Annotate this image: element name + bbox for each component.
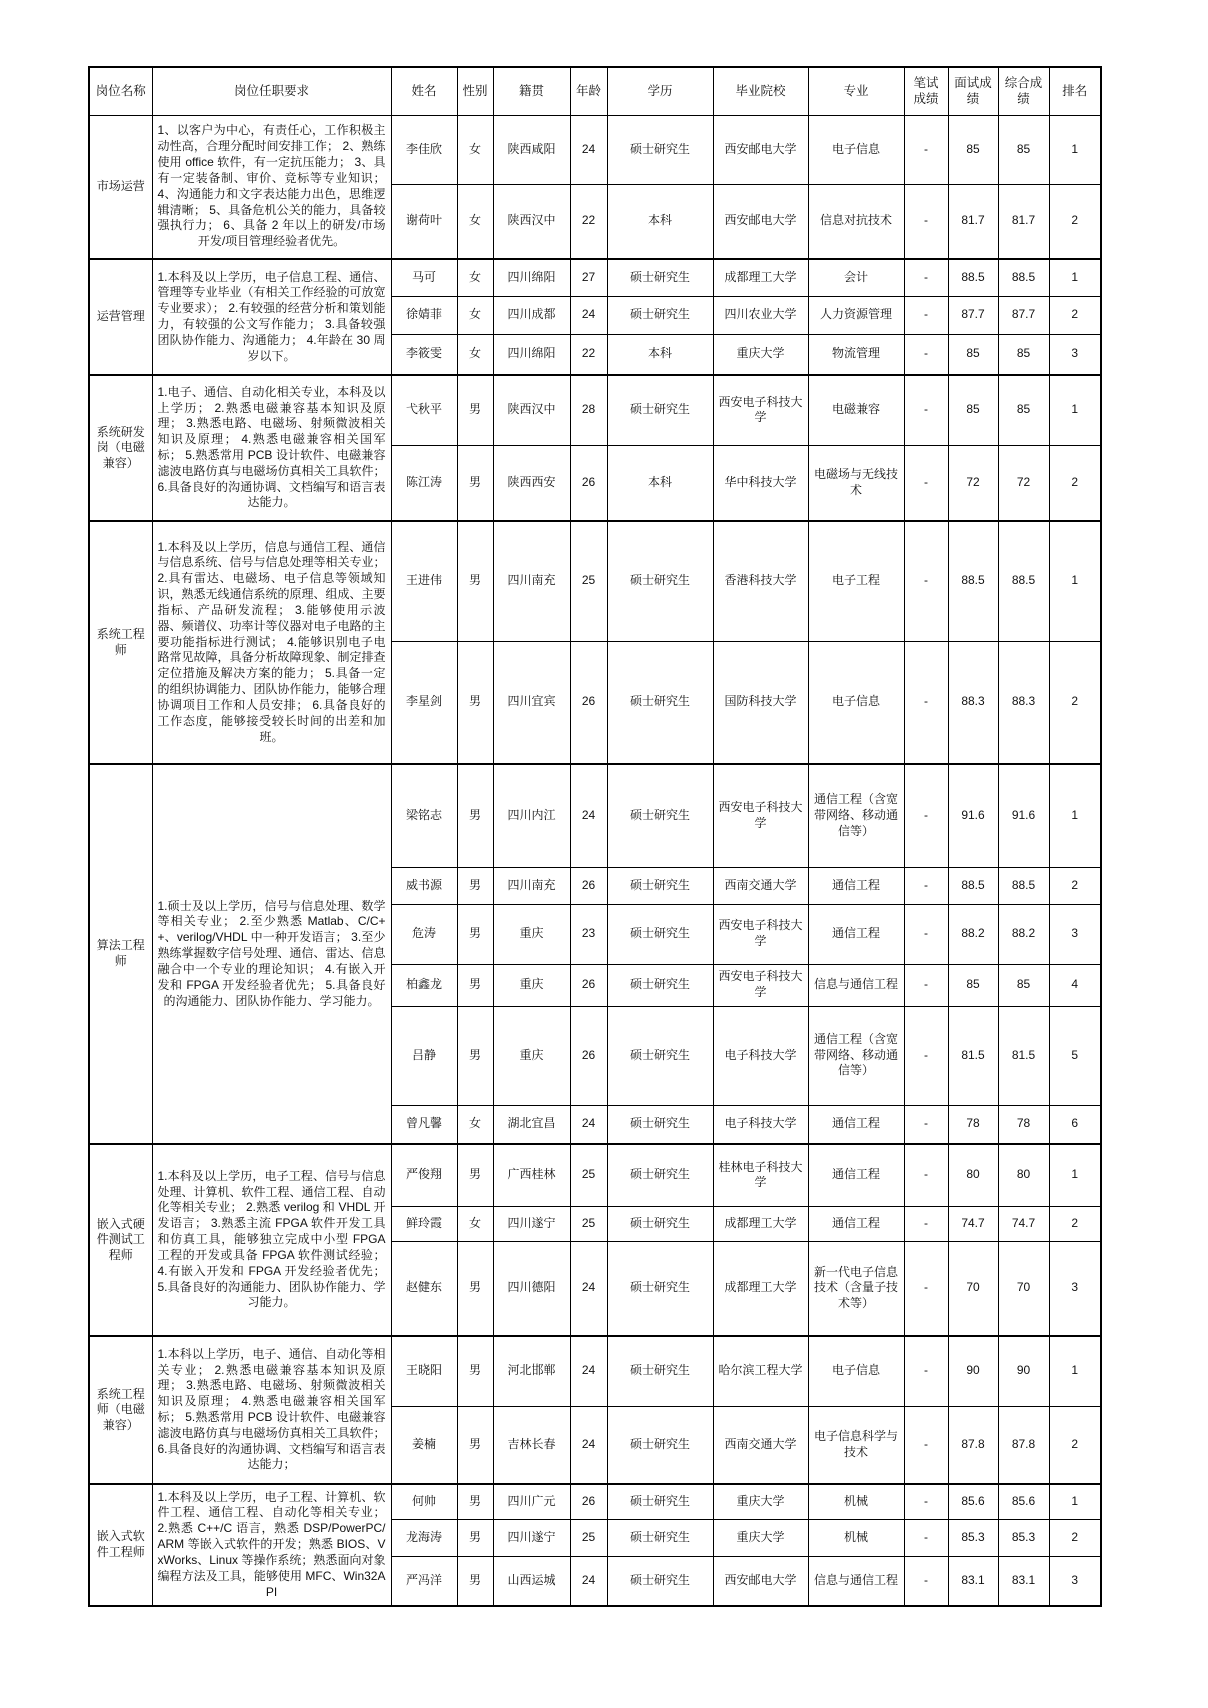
interview-score-cell: 85.6 [948,1484,998,1519]
name-cell: 鲜玲霞 [391,1206,457,1241]
name-cell: 曾凡馨 [391,1105,457,1144]
overall-score-cell: 85 [998,334,1049,375]
age-cell: 26 [570,964,607,1006]
school-cell: 重庆大学 [713,334,808,375]
written-score-cell: - [904,1406,948,1484]
position-name-cell: 系统工程师（电磁兼容） [89,1336,152,1484]
hometown-cell: 四川德阳 [493,1241,570,1336]
written-score-cell: - [904,1336,948,1406]
rank-cell: 2 [1049,1206,1101,1241]
major-cell: 新一代电子信息技术（含量子技术等） [808,1241,904,1336]
major-cell: 人力资源管理 [808,296,904,334]
gender-cell: 男 [457,1006,493,1105]
overall-score-cell: 80 [998,1144,1049,1206]
name-cell: 威书源 [391,867,457,904]
written-score-cell: - [904,964,948,1006]
recruitment-results-table [88,66,1102,1607]
age-cell: 24 [570,296,607,334]
overall-score-cell: 85.3 [998,1519,1049,1556]
name-cell: 李星剑 [391,641,457,764]
overall-score-cell: 72 [998,445,1049,521]
rank-cell: 2 [1049,445,1101,521]
col-header-rank: 排名 [1049,67,1101,115]
rank-cell: 2 [1049,184,1101,259]
name-cell: 危涛 [391,904,457,964]
degree-cell: 本科 [607,445,713,521]
position-name-cell: 市场运营 [89,115,152,259]
overall-score-cell: 88.5 [998,867,1049,904]
degree-cell: 硕士研究生 [607,1206,713,1241]
name-cell: 梁铭志 [391,764,457,867]
position-name-cell: 运营管理 [89,259,152,375]
overall-score-cell: 85 [998,115,1049,184]
degree-cell: 硕士研究生 [607,1406,713,1484]
interview-score-cell: 81.5 [948,1006,998,1105]
interview-score-cell: 85 [948,334,998,375]
written-score-cell: - [904,296,948,334]
major-cell: 信息与通信工程 [808,1556,904,1606]
degree-cell: 硕士研究生 [607,521,713,641]
gender-cell: 女 [457,184,493,259]
school-cell: 重庆大学 [713,1519,808,1556]
degree-cell: 硕士研究生 [607,904,713,964]
degree-cell: 本科 [607,334,713,375]
candidate-row [89,375,1101,445]
interview-score-cell: 88.3 [948,641,998,764]
interview-score-cell: 80 [948,1144,998,1206]
overall-score-cell: 81.5 [998,1006,1049,1105]
major-cell: 电子信息 [808,1336,904,1406]
age-cell: 25 [570,1519,607,1556]
major-cell: 电子工程 [808,521,904,641]
major-cell: 通信工程 [808,867,904,904]
requirements-cell: 1.硕士及以上学历，信号与信息处理、数学等相关专业； 2.至少熟悉 Matlab、C/C++、verilog/VHDL 中一种开发语言； 3.至少熟练掌握数字信号处理、通信、雷达、信息融合中一个专业的理论知识； 4.有嵌入开发和 FPGA 开发经验者优先； 5.具备良好的沟通能力、团队协作能力、学习能力。 [152,764,391,1144]
name-cell: 李筱雯 [391,334,457,375]
school-cell: 电子科技大学 [713,1105,808,1144]
gender-cell: 男 [457,445,493,521]
degree-cell: 硕士研究生 [607,296,713,334]
gender-cell: 男 [457,904,493,964]
hometown-cell: 陕西西安 [493,445,570,521]
degree-cell: 硕士研究生 [607,1556,713,1606]
written-score-cell: - [904,1144,948,1206]
name-cell: 陈江涛 [391,445,457,521]
candidate-row [89,259,1101,296]
written-score-cell: - [904,867,948,904]
name-cell: 龙海涛 [391,1519,457,1556]
overall-score-cell: 88.2 [998,904,1049,964]
age-cell: 25 [570,1206,607,1241]
major-cell: 通信工程 [808,904,904,964]
written-score-cell: - [904,1006,948,1105]
gender-cell: 女 [457,115,493,184]
overall-score-cell: 74.7 [998,1206,1049,1241]
name-cell: 何帅 [391,1484,457,1519]
rank-cell: 1 [1049,1144,1101,1206]
rank-cell: 2 [1049,1406,1101,1484]
overall-score-cell: 85 [998,964,1049,1006]
name-cell: 姜楠 [391,1406,457,1484]
rank-cell: 1 [1049,1336,1101,1406]
rank-cell: 2 [1049,641,1101,764]
col-header-written-score: 笔试成绩 [904,67,948,115]
interview-score-cell: 83.1 [948,1556,998,1606]
gender-cell: 男 [457,1406,493,1484]
school-cell: 香港科技大学 [713,521,808,641]
degree-cell: 本科 [607,184,713,259]
age-cell: 27 [570,259,607,296]
written-score-cell: - [904,764,948,867]
interview-score-cell: 88.5 [948,259,998,296]
age-cell: 26 [570,1006,607,1105]
interview-score-cell: 85.3 [948,1519,998,1556]
interview-score-cell: 85 [948,115,998,184]
written-score-cell: - [904,259,948,296]
header-row [89,67,1101,115]
col-header-hometown: 籍贯 [493,67,570,115]
school-cell: 西南交通大学 [713,867,808,904]
school-cell: 成都理工大学 [713,1206,808,1241]
major-cell: 通信工程 [808,1206,904,1241]
candidate-row [89,1484,1101,1519]
overall-score-cell: 91.6 [998,764,1049,867]
name-cell: 王晓阳 [391,1336,457,1406]
school-cell: 西安邮电大学 [713,115,808,184]
age-cell: 26 [570,445,607,521]
name-cell: 徐婧菲 [391,296,457,334]
rank-cell: 6 [1049,1105,1101,1144]
degree-cell: 硕士研究生 [607,641,713,764]
written-score-cell: - [904,1519,948,1556]
age-cell: 25 [570,521,607,641]
position-name-cell: 算法工程师 [89,764,152,1144]
rank-cell: 1 [1049,259,1101,296]
hometown-cell: 四川内江 [493,764,570,867]
candidate-row [89,764,1101,867]
candidate-row [89,1336,1101,1406]
name-cell: 马可 [391,259,457,296]
degree-cell: 硕士研究生 [607,259,713,296]
school-cell: 电子科技大学 [713,1006,808,1105]
gender-cell: 男 [457,1519,493,1556]
major-cell: 信息与通信工程 [808,964,904,1006]
interview-score-cell: 70 [948,1241,998,1336]
interview-score-cell: 74.7 [948,1206,998,1241]
age-cell: 24 [570,1556,607,1606]
col-header-major: 专业 [808,67,904,115]
gender-cell: 男 [457,1241,493,1336]
rank-cell: 1 [1049,1484,1101,1519]
interview-score-cell: 90 [948,1336,998,1406]
name-cell: 严俊翔 [391,1144,457,1206]
major-cell: 电子信息科学与技术 [808,1406,904,1484]
written-score-cell: - [904,1556,948,1606]
age-cell: 22 [570,184,607,259]
school-cell: 桂林电子科技大学 [713,1144,808,1206]
interview-score-cell: 72 [948,445,998,521]
school-cell: 四川农业大学 [713,296,808,334]
interview-score-cell: 88.5 [948,521,998,641]
hometown-cell: 陕西汉中 [493,375,570,445]
overall-score-cell: 70 [998,1241,1049,1336]
position-name-cell: 嵌入式硬件测试工程师 [89,1144,152,1336]
school-cell: 西安电子科技大学 [713,904,808,964]
interview-score-cell: 87.7 [948,296,998,334]
written-score-cell: - [904,521,948,641]
rank-cell: 1 [1049,115,1101,184]
written-score-cell: - [904,1206,948,1241]
requirements-cell: 1.本科及以上学历，电子工程、计算机、软件工程、通信工程、自动化等相关专业； 2.熟悉 C++/C 语言，熟悉 DSP/PowerPC/ARM 等嵌入式软件的开发；熟悉 BIOS、VxWorks、Linux 等操作系统；熟悉面向对象编程方法及工具，能够使用 MFC、Win32API [152,1484,391,1606]
degree-cell: 硕士研究生 [607,115,713,184]
degree-cell: 硕士研究生 [607,964,713,1006]
requirements-cell: 1.本科及以上学历，电子信息工程、通信、管理等专业毕业（有相关工作经验的可放宽专业要求）； 2.有较强的经营分析和策划能力，有较强的公文写作能力； 3.具备较强团队协作能力、沟通能力； 4.年龄在 30 周岁以下。 [152,259,391,375]
gender-cell: 男 [457,764,493,867]
name-cell: 谢荷叶 [391,184,457,259]
degree-cell: 硕士研究生 [607,764,713,867]
hometown-cell: 陕西汉中 [493,184,570,259]
school-cell: 重庆大学 [713,1484,808,1519]
major-cell: 通信工程 [808,1144,904,1206]
name-cell: 严冯洋 [391,1556,457,1606]
written-score-cell: - [904,334,948,375]
major-cell: 信息对抗技术 [808,184,904,259]
school-cell: 西南交通大学 [713,1406,808,1484]
requirements-cell: 1.本科及以上学历，信息与通信工程、通信与信息系统、信号与信息处理等相关专业； 2.具有雷达、电磁场、电子信息等领域知识，熟悉无线通信系统的原理、组成、主要指标、产品研发流程； 3.能够使用示波器、频谱仪、功率计等仪器对电子电路的主要功能指标进行测试； 4.能够识别电子电路常见故障，具备分析故障现象、制定排查定位措施及解决方案的能力； 5.具备一定的组织协调能力、团队协作能力，能够合理协调项目工作和人员安排； 6.具备良好的工作态度，能够接受较长时间的出差和加班。 [152,521,391,764]
gender-cell: 男 [457,964,493,1006]
overall-score-cell: 87.8 [998,1406,1049,1484]
hometown-cell: 重庆 [493,964,570,1006]
requirements-cell: 1.电子、通信、自动化相关专业，本科及以上学历； 2.熟悉电磁兼容基本知识及原理； 3.熟悉电路、电磁场、射频微波相关知识及原理； 4.熟悉电磁兼容相关国军标； 5.熟悉常用 PCB 设计软件、电磁兼容滤波电路仿真与电磁场仿真相关工具软件； 6.具备良好的沟通协调、文档编写和语言表达能力。 [152,375,391,521]
written-score-cell: - [904,1484,948,1519]
major-cell: 电子信息 [808,641,904,764]
name-cell: 王进伟 [391,521,457,641]
requirements-cell: 1、以客户为中心，有责任心，工作积极主动性高，合理分配时间安排工作； 2、熟练使用 office 软件，有一定抗压能力； 3、具有一定装备制、审价、竞标等专业知识； 4、沟通能力和文字表达能力出色，思维逻辑清晰； 5、具备危机公关的能力，具备较强执行力； 6、具备 2 年以上的研发/市场开发/项目管理经验者优先。 [152,115,391,259]
requirements-cell: 1.本科以上学历，电子、通信、自动化等相关专业； 2.熟悉电磁兼容基本知识及原理； 3.熟悉电路、电磁场、射频微波相关知识及原理； 4.熟悉电磁兼容相关国军标； 5.熟悉常用 PCB 设计软件、电磁兼容滤波电路仿真与电磁场仿真相关工具软件； 6.具备良好的沟通协调、文档编写和语言表达能力； [152,1336,391,1484]
major-cell: 电磁场与无线技术 [808,445,904,521]
age-cell: 25 [570,1144,607,1206]
gender-cell: 男 [457,867,493,904]
school-cell: 西安电子科技大学 [713,375,808,445]
major-cell: 通信工程（含宽带网络、移动通信等） [808,764,904,867]
interview-score-cell: 78 [948,1105,998,1144]
interview-score-cell: 87.8 [948,1406,998,1484]
hometown-cell: 广西桂林 [493,1144,570,1206]
name-cell: 赵健东 [391,1241,457,1336]
degree-cell: 硕士研究生 [607,1006,713,1105]
written-score-cell: - [904,445,948,521]
rank-cell: 5 [1049,1006,1101,1105]
major-cell: 物流管理 [808,334,904,375]
rank-cell: 4 [1049,964,1101,1006]
interview-score-cell: 85 [948,964,998,1006]
degree-cell: 硕士研究生 [607,1241,713,1336]
major-cell: 机械 [808,1519,904,1556]
school-cell: 西安电子科技大学 [713,764,808,867]
age-cell: 24 [570,764,607,867]
gender-cell: 男 [457,1484,493,1519]
col-header-gender: 性别 [457,67,493,115]
school-cell: 成都理工大学 [713,1241,808,1336]
hometown-cell: 吉林长春 [493,1406,570,1484]
rank-cell: 2 [1049,867,1101,904]
name-cell: 李佳欣 [391,115,457,184]
position-name-cell: 系统研发岗（电磁兼容） [89,375,152,521]
degree-cell: 硕士研究生 [607,375,713,445]
hometown-cell: 四川成都 [493,296,570,334]
school-cell: 西安电子科技大学 [713,964,808,1006]
overall-score-cell: 88.5 [998,521,1049,641]
rank-cell: 3 [1049,904,1101,964]
overall-score-cell: 88.3 [998,641,1049,764]
col-header-interview-score: 面试成绩 [948,67,998,115]
written-score-cell: - [904,1105,948,1144]
rank-cell: 1 [1049,521,1101,641]
hometown-cell: 重庆 [493,904,570,964]
overall-score-cell: 85.6 [998,1484,1049,1519]
age-cell: 26 [570,641,607,764]
major-cell: 电磁兼容 [808,375,904,445]
age-cell: 24 [570,1241,607,1336]
gender-cell: 男 [457,1556,493,1606]
school-cell: 国防科技大学 [713,641,808,764]
gender-cell: 男 [457,641,493,764]
col-header-name: 姓名 [391,67,457,115]
rank-cell: 3 [1049,1556,1101,1606]
name-cell: 弋秋平 [391,375,457,445]
candidate-row [89,1144,1101,1206]
written-score-cell: - [904,1241,948,1336]
hometown-cell: 河北邯郸 [493,1336,570,1406]
gender-cell: 女 [457,296,493,334]
age-cell: 28 [570,375,607,445]
degree-cell: 硕士研究生 [607,1144,713,1206]
col-header-degree: 学历 [607,67,713,115]
degree-cell: 硕士研究生 [607,1336,713,1406]
gender-cell: 女 [457,334,493,375]
degree-cell: 硕士研究生 [607,1105,713,1144]
school-cell: 华中科技大学 [713,445,808,521]
col-header-requirements: 岗位任职要求 [152,67,391,115]
age-cell: 24 [570,1105,607,1144]
col-header-position: 岗位名称 [89,67,152,115]
rank-cell: 1 [1049,375,1101,445]
school-cell: 成都理工大学 [713,259,808,296]
rank-cell: 1 [1049,764,1101,867]
degree-cell: 硕士研究生 [607,1519,713,1556]
position-name-cell: 嵌入式软件工程师 [89,1484,152,1606]
gender-cell: 男 [457,375,493,445]
gender-cell: 女 [457,259,493,296]
rank-cell: 3 [1049,334,1101,375]
gender-cell: 男 [457,521,493,641]
age-cell: 23 [570,904,607,964]
col-header-age: 年龄 [570,67,607,115]
age-cell: 24 [570,115,607,184]
major-cell: 会计 [808,259,904,296]
overall-score-cell: 83.1 [998,1556,1049,1606]
school-cell: 西安邮电大学 [713,1556,808,1606]
overall-score-cell: 90 [998,1336,1049,1406]
hometown-cell: 四川遂宁 [493,1519,570,1556]
candidate-row [89,521,1101,641]
rank-cell: 2 [1049,296,1101,334]
school-cell: 哈尔滨工程大学 [713,1336,808,1406]
overall-score-cell: 78 [998,1105,1049,1144]
rank-cell: 3 [1049,1241,1101,1336]
hometown-cell: 四川广元 [493,1484,570,1519]
degree-cell: 硕士研究生 [607,1484,713,1519]
interview-score-cell: 85 [948,375,998,445]
table-body [89,115,1101,1606]
major-cell: 电子信息 [808,115,904,184]
interview-score-cell: 91.6 [948,764,998,867]
gender-cell: 男 [457,1144,493,1206]
candidate-row [89,115,1101,184]
hometown-cell: 四川遂宁 [493,1206,570,1241]
major-cell: 通信工程 [808,1105,904,1144]
hometown-cell: 四川南充 [493,521,570,641]
gender-cell: 女 [457,1105,493,1144]
overall-score-cell: 81.7 [998,184,1049,259]
gender-cell: 男 [457,1336,493,1406]
age-cell: 24 [570,1336,607,1406]
position-name-cell: 系统工程师 [89,521,152,764]
name-cell: 吕静 [391,1006,457,1105]
interview-score-cell: 81.7 [948,184,998,259]
interview-score-cell: 88.5 [948,867,998,904]
gender-cell: 女 [457,1206,493,1241]
written-score-cell: - [904,115,948,184]
age-cell: 26 [570,867,607,904]
col-header-overall-score: 综合成绩 [998,67,1049,115]
requirements-cell: 1.本科及以上学历，电子工程、信号与信息处理、计算机、软件工程、通信工程、自动化等相关专业； 2.熟悉 verilog 和 VHDL 开发语言； 3.熟悉主流 FPGA 软件开发工具和仿真工具，能够独立完成中小型 FPGA 工程的开发或具备 FPGA 软件测试经验； 4.有嵌入开发和 FPGA 开发经验者优先； 5.具备良好的沟通能力、团队协作能力、学习能力。 [152,1144,391,1336]
written-score-cell: - [904,641,948,764]
hometown-cell: 重庆 [493,1006,570,1105]
overall-score-cell: 87.7 [998,296,1049,334]
written-score-cell: - [904,184,948,259]
hometown-cell: 湖北宜昌 [493,1105,570,1144]
overall-score-cell: 88.5 [998,259,1049,296]
age-cell: 22 [570,334,607,375]
name-cell: 柏鑫龙 [391,964,457,1006]
age-cell: 26 [570,1484,607,1519]
hometown-cell: 四川绵阳 [493,259,570,296]
interview-score-cell: 88.2 [948,904,998,964]
written-score-cell: - [904,375,948,445]
written-score-cell: - [904,904,948,964]
hometown-cell: 山西运城 [493,1556,570,1606]
school-cell: 西安邮电大学 [713,184,808,259]
hometown-cell: 四川绵阳 [493,334,570,375]
age-cell: 24 [570,1406,607,1484]
hometown-cell: 四川南充 [493,867,570,904]
degree-cell: 硕士研究生 [607,867,713,904]
hometown-cell: 四川宜宾 [493,641,570,764]
hometown-cell: 陕西咸阳 [493,115,570,184]
major-cell: 通信工程（含宽带网络、移动通信等） [808,1006,904,1105]
overall-score-cell: 85 [998,375,1049,445]
major-cell: 机械 [808,1484,904,1519]
rank-cell: 2 [1049,1519,1101,1556]
col-header-school: 毕业院校 [713,67,808,115]
